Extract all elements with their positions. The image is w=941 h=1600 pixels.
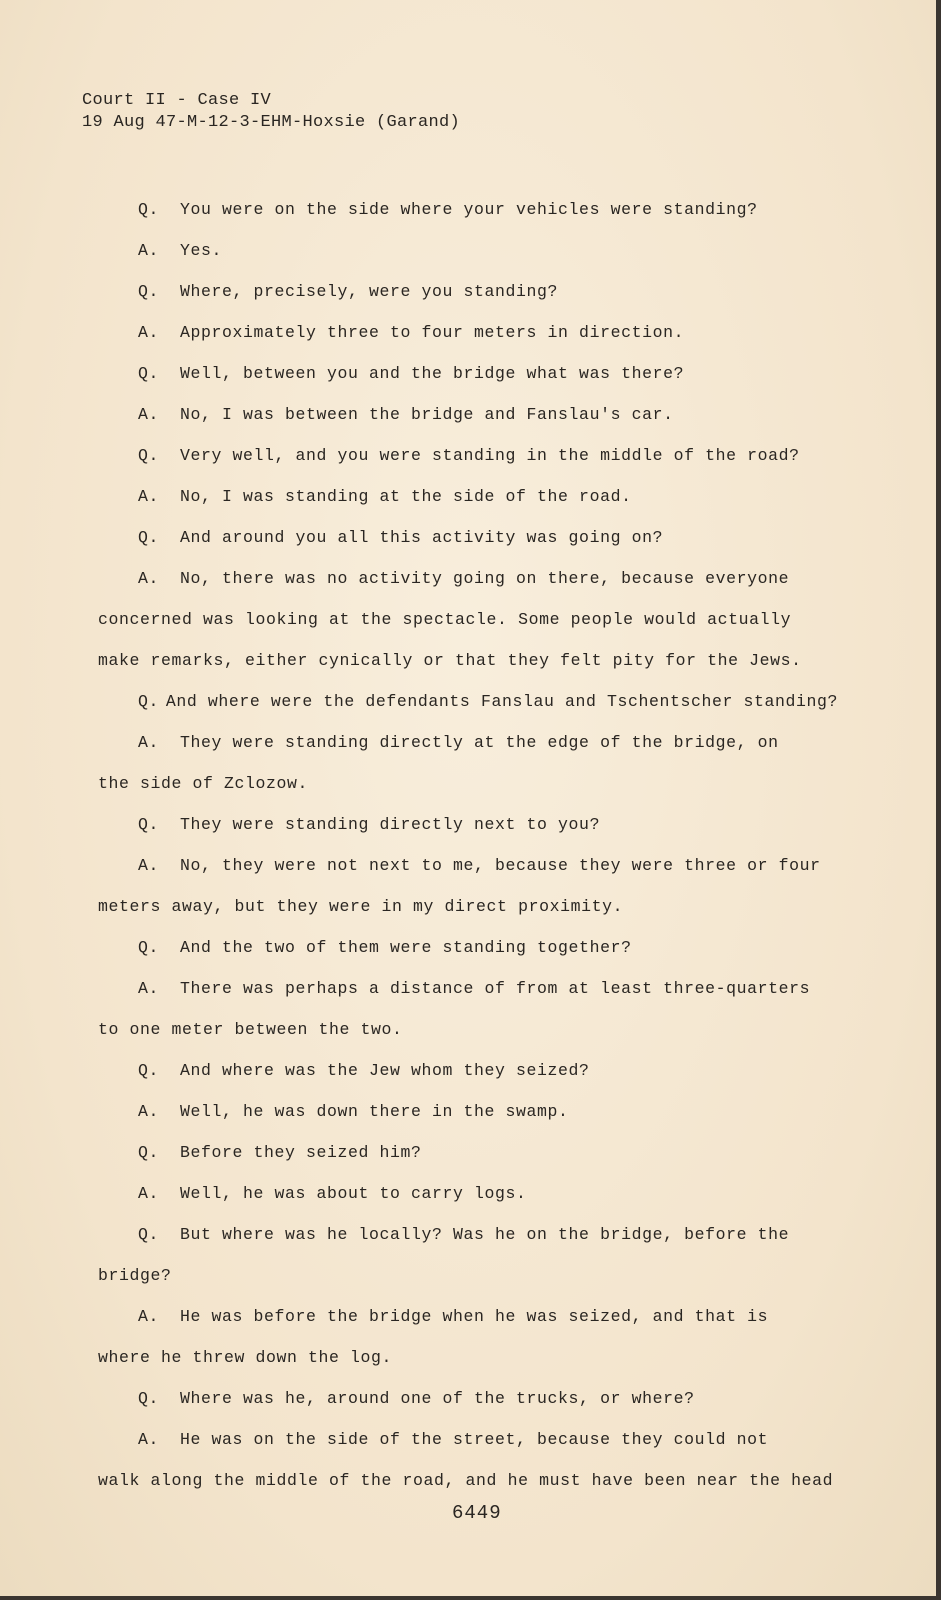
answer-block: [98, 1307, 838, 1389]
continuation-line: to one meter between the two.: [98, 1020, 403, 1039]
speaker-marker: Q.: [138, 938, 160, 957]
answer-block: [98, 856, 838, 938]
continuation-line: concerned was looking at the spectacle. Some people would actually: [98, 610, 792, 629]
answer-block: [98, 1430, 838, 1512]
question-block: [98, 815, 838, 856]
speaker-marker: A.: [138, 1184, 160, 1203]
speaker-marker: Q.: [138, 282, 160, 301]
speaker-marker: Q.: [138, 1389, 160, 1408]
speaker-marker: Q.: [138, 200, 160, 219]
answer-block: [98, 323, 838, 364]
continuation-line: bridge?: [98, 1266, 172, 1285]
speaker-marker: Q.: [138, 692, 160, 711]
line-text: No, I was between the bridge and Fanslau's car.: [180, 405, 674, 424]
speaker-marker: Q.: [138, 1143, 160, 1162]
line-text: And where was the Jew whom they seized?: [180, 1061, 590, 1080]
line-text: Yes.: [180, 241, 223, 260]
answer-block: [98, 979, 838, 1061]
transcript-body: [98, 200, 838, 1512]
line-text: And the two of them were standing together?: [180, 938, 632, 957]
line-text: And around you all this activity was going on?: [180, 528, 664, 547]
document-header: [82, 90, 460, 134]
page-number: 6449: [452, 1502, 502, 1524]
line-text: They were standing directly next to you?: [180, 815, 601, 834]
question-block: [98, 364, 838, 405]
line-text: You were on the side where your vehicles were standing?: [180, 200, 758, 219]
speaker-marker: A.: [138, 1430, 160, 1449]
speaker-marker: Q.: [138, 1225, 160, 1244]
line-text: No, they were not next to me, because they were three or four: [180, 856, 821, 875]
line-text: Well, he was down there in the swamp.: [180, 1102, 569, 1121]
line-text: Well, between you and the bridge what was there?: [180, 364, 685, 383]
line-text: There was perhaps a distance of from at least three-quarters: [180, 979, 811, 998]
speaker-marker: A.: [138, 569, 160, 588]
speaker-marker: A.: [138, 1102, 160, 1121]
question-block: [98, 1389, 838, 1430]
speaker-marker: A.: [138, 1307, 160, 1326]
answer-block: [98, 1184, 838, 1225]
speaker-marker: Q.: [138, 815, 160, 834]
line-text: They were standing directly at the edge of the bridge, on: [180, 733, 779, 752]
speaker-marker: A.: [138, 241, 160, 260]
continuation-line: where he threw down the log.: [98, 1348, 393, 1367]
line-text: And where were the defendants Fanslau and Tschentscher standing?: [165, 692, 838, 711]
answer-block: [98, 487, 838, 528]
line-text: Well, he was about to carry logs.: [180, 1184, 527, 1203]
question-block: [98, 1143, 838, 1184]
speaker-marker: Q.: [138, 364, 160, 383]
continuation-line: walk along the middle of the road, and he must have been near the head: [98, 1471, 834, 1490]
header-reference: 19 Aug 47-M-12-3-EHM-Hoxsie (Garand): [82, 113, 461, 132]
line-text: Where was he, around one of the trucks, or where?: [180, 1389, 695, 1408]
speaker-marker: A.: [138, 487, 160, 506]
speaker-marker: Q.: [138, 528, 160, 547]
answer-block: [98, 1102, 838, 1143]
speaker-marker: A.: [138, 323, 160, 342]
answer-block: [98, 241, 838, 282]
line-text: Before they seized him?: [180, 1143, 422, 1162]
question-block: [98, 1225, 838, 1307]
question-block: [98, 446, 838, 487]
line-text: But where was he locally? Was he on the bridge, before the: [180, 1225, 790, 1244]
question-block: [98, 692, 838, 733]
line-text: No, I was standing at the side of the road.: [180, 487, 632, 506]
question-block: [98, 528, 838, 569]
line-text: Where, precisely, were you standing?: [180, 282, 559, 301]
continuation-line: meters away, but they were in my direct proximity.: [98, 897, 624, 916]
question-block: [98, 1061, 838, 1102]
question-block: [98, 200, 838, 241]
speaker-marker: Q.: [138, 446, 160, 465]
line-text: Approximately three to four meters in direction.: [180, 323, 685, 342]
speaker-marker: A.: [138, 405, 160, 424]
answer-block: [98, 733, 838, 815]
speaker-marker: Q.: [138, 1061, 160, 1080]
answer-block: [98, 405, 838, 446]
speaker-marker: A.: [138, 979, 160, 998]
question-block: [98, 938, 838, 979]
line-text: He was before the bridge when he was seized, and that is: [180, 1307, 769, 1326]
line-text: Very well, and you were standing in the middle of the road?: [180, 446, 800, 465]
continuation-line: make remarks, either cynically or that they felt pity for the Jews.: [98, 651, 802, 670]
line-text: He was on the side of the street, because they could not: [180, 1430, 769, 1449]
question-block: [98, 282, 838, 323]
continuation-line: the side of Zclozow.: [98, 774, 309, 793]
header-court-case: Court II - Case IV: [82, 91, 272, 110]
speaker-marker: A.: [138, 733, 160, 752]
speaker-marker: A.: [138, 856, 160, 875]
answer-block: [98, 569, 838, 692]
line-text: No, there was no activity going on there, because everyone: [180, 569, 790, 588]
